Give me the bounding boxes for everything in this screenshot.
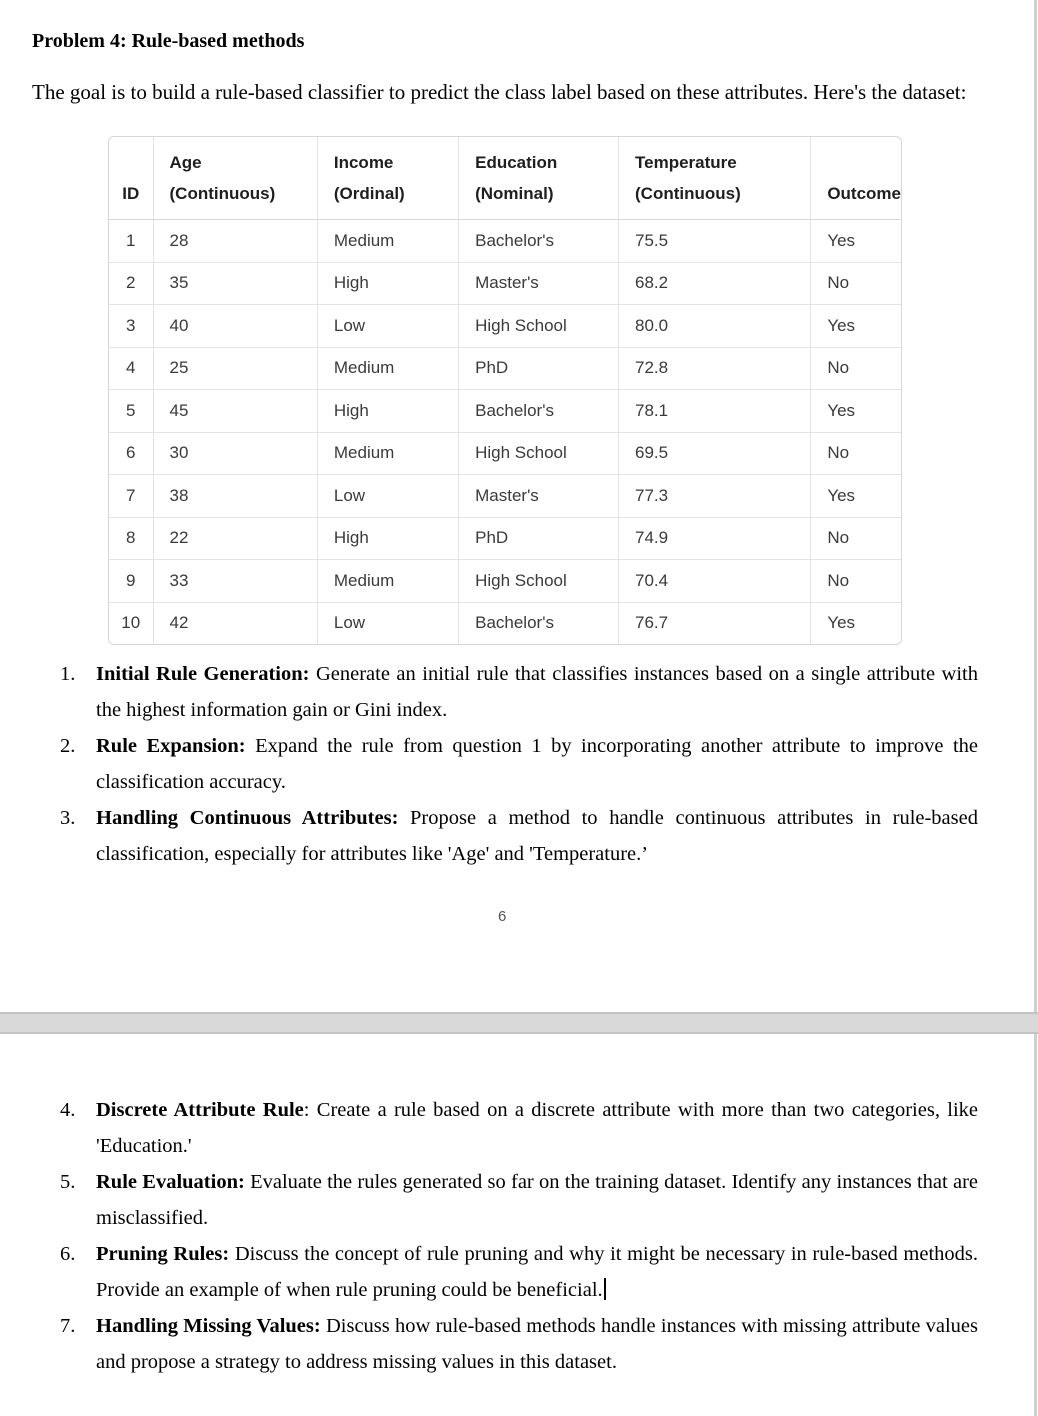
cell-age: 40 xyxy=(153,305,317,348)
table-row xyxy=(109,517,901,560)
cell-education: PhD xyxy=(459,347,619,390)
question-body xyxy=(96,1092,978,1164)
question-item xyxy=(60,1308,978,1380)
table-row xyxy=(109,220,901,263)
question-item xyxy=(60,1164,978,1236)
cell-income: Low xyxy=(317,475,458,518)
question-title: Discrete Attribute Rule xyxy=(96,1099,304,1121)
table-row xyxy=(109,347,901,390)
question-number: 1. xyxy=(60,663,76,685)
header-id: ID xyxy=(109,137,153,220)
question-text: Propose a method to handle continuous attributes in rule-based classification, especially for attributes like 'Age' and 'Temperature.’ xyxy=(96,807,978,865)
question-number: 7. xyxy=(60,1315,76,1337)
cell-education: Master's xyxy=(459,262,619,305)
cell-education: Bachelor's xyxy=(459,602,619,644)
question-text: Evaluate the rules generated so far on the training dataset. Identify any instances that are misclassified. xyxy=(96,1171,978,1229)
cell-age: 25 xyxy=(153,347,317,390)
question-number: 4. xyxy=(60,1099,76,1121)
question-body xyxy=(96,728,978,800)
cell-income: High xyxy=(317,262,458,305)
document-page-2 xyxy=(0,1034,1037,1416)
question-title: Handling Missing Values: xyxy=(96,1315,321,1337)
table-row xyxy=(109,432,901,475)
header-income: Income (Ordinal) xyxy=(317,137,458,220)
cell-age: 45 xyxy=(153,390,317,433)
cell-temperature: 70.4 xyxy=(619,560,811,603)
cell-temperature: 76.7 xyxy=(619,602,811,644)
cell-temperature: 77.3 xyxy=(619,475,811,518)
cell-outcome: Yes xyxy=(811,220,901,263)
cell-id: 8 xyxy=(109,517,153,560)
question-body xyxy=(96,1308,978,1380)
question-text: Discuss how rule-based methods handle instances with missing attribute values and propose a strategy to address missing values in this dataset. xyxy=(96,1315,978,1373)
cell-income: High xyxy=(317,517,458,560)
question-body xyxy=(96,1164,978,1236)
question-number: 6. xyxy=(60,1243,76,1265)
question-title: Handling Continuous Attributes: xyxy=(96,807,399,829)
cell-income: Low xyxy=(317,305,458,348)
intro-paragraph: The goal is to build a rule-based classifier to predict the class label based on these attributes. Here's the dataset: xyxy=(32,80,967,104)
question-item xyxy=(60,1092,978,1164)
question-title: Rule Evaluation: xyxy=(96,1171,245,1193)
header-age: Age (Continuous) xyxy=(153,137,317,220)
question-list-page-2 xyxy=(60,1092,978,1380)
cell-temperature: 69.5 xyxy=(619,432,811,475)
cell-education: Bachelor's xyxy=(459,220,619,263)
cell-age: 28 xyxy=(153,220,317,263)
cell-outcome: No xyxy=(811,432,901,475)
question-item xyxy=(60,800,978,872)
cell-outcome: No xyxy=(811,347,901,390)
cell-temperature: 72.8 xyxy=(619,347,811,390)
question-item xyxy=(60,1236,978,1308)
question-title: Initial Rule Generation: xyxy=(96,663,310,685)
cell-id: 6 xyxy=(109,432,153,475)
cell-outcome: Yes xyxy=(811,475,901,518)
cell-age: 30 xyxy=(153,432,317,475)
cell-id: 10 xyxy=(109,602,153,644)
question-text: : Create a rule based on a discrete attribute with more than two categories, like 'Education.' xyxy=(96,1099,978,1157)
cell-income: High xyxy=(317,390,458,433)
cell-temperature: 68.2 xyxy=(619,262,811,305)
cell-temperature: 78.1 xyxy=(619,390,811,433)
cell-education: PhD xyxy=(459,517,619,560)
cell-id: 4 xyxy=(109,347,153,390)
cell-outcome: Yes xyxy=(827,613,856,633)
cell-id: 5 xyxy=(109,390,153,433)
cell-income: Medium xyxy=(317,560,458,603)
question-title: Rule Expansion: xyxy=(96,735,246,757)
table-row xyxy=(109,560,901,603)
cell-id: 2 xyxy=(109,262,153,305)
table-row xyxy=(109,262,901,305)
cell-id: 3 xyxy=(109,305,153,348)
header-outcome: Outcome xyxy=(811,137,901,220)
question-body xyxy=(96,656,978,728)
cell-education: High School xyxy=(459,305,619,348)
table-row xyxy=(109,305,901,348)
table-row xyxy=(109,390,901,433)
cell-age: 35 xyxy=(153,262,317,305)
cell-temperature: 75.5 xyxy=(619,220,811,263)
table-row xyxy=(109,475,901,518)
cell-age: 38 xyxy=(153,475,317,518)
page-separator xyxy=(0,1012,1038,1034)
cell-education: High School xyxy=(459,432,619,475)
cell-outcome: Yes xyxy=(811,305,901,348)
cell-id: 9 xyxy=(109,560,153,603)
table-row xyxy=(109,602,901,644)
question-text: Generate an initial rule that classifies instances based on a single attribute with the highest information gain or Gini index. xyxy=(96,663,979,721)
question-list-page-1 xyxy=(60,656,978,872)
cell-income: Medium xyxy=(317,347,458,390)
question-item xyxy=(60,656,978,728)
question-item xyxy=(60,728,978,800)
question-text: Expand the rule from question 1 by incorporating another attribute to improve the classification accuracy. xyxy=(96,735,978,793)
cell-income: Medium xyxy=(317,220,458,263)
cell-age: 33 xyxy=(153,560,317,603)
dataset-table xyxy=(108,136,902,645)
cell-outcome: No xyxy=(811,560,901,603)
cell-outcome: No xyxy=(811,517,901,560)
cell-income: Low xyxy=(317,602,458,644)
cell-outcome: Yes xyxy=(811,390,901,433)
question-body xyxy=(96,800,978,872)
cell-age: 22 xyxy=(153,517,317,560)
question-number: 3. xyxy=(60,807,76,829)
table-header-row xyxy=(109,137,901,220)
page-number: 6 xyxy=(498,908,507,925)
cell-age: 42 xyxy=(153,602,317,644)
problem-heading: Problem 4: Rule-based methods xyxy=(32,30,305,52)
cell-temperature: 80.0 xyxy=(619,305,811,348)
question-number: 5. xyxy=(60,1171,76,1193)
question-body xyxy=(96,1236,978,1308)
question-number: 2. xyxy=(60,735,76,757)
cell-outcome: No xyxy=(811,262,901,305)
question-title: Pruning Rules: xyxy=(96,1243,230,1265)
cell-id: 1 xyxy=(109,220,153,263)
cell-education: Bachelor's xyxy=(459,390,619,433)
cell-temperature: 74.9 xyxy=(619,517,811,560)
text-cursor xyxy=(604,1278,606,1300)
cell-income: Medium xyxy=(317,432,458,475)
header-temperature: Temperature (Continuous) xyxy=(619,137,811,220)
cell-education: Master's xyxy=(459,475,619,518)
cell-education: High School xyxy=(459,560,619,603)
cell-id: 7 xyxy=(109,475,153,518)
header-education: Education (Nominal) xyxy=(459,137,619,220)
question-text: Discuss the concept of rule pruning and why it might be necessary in rule-based methods. Provide an example of when rule pruning could be beneficial. xyxy=(96,1243,979,1301)
